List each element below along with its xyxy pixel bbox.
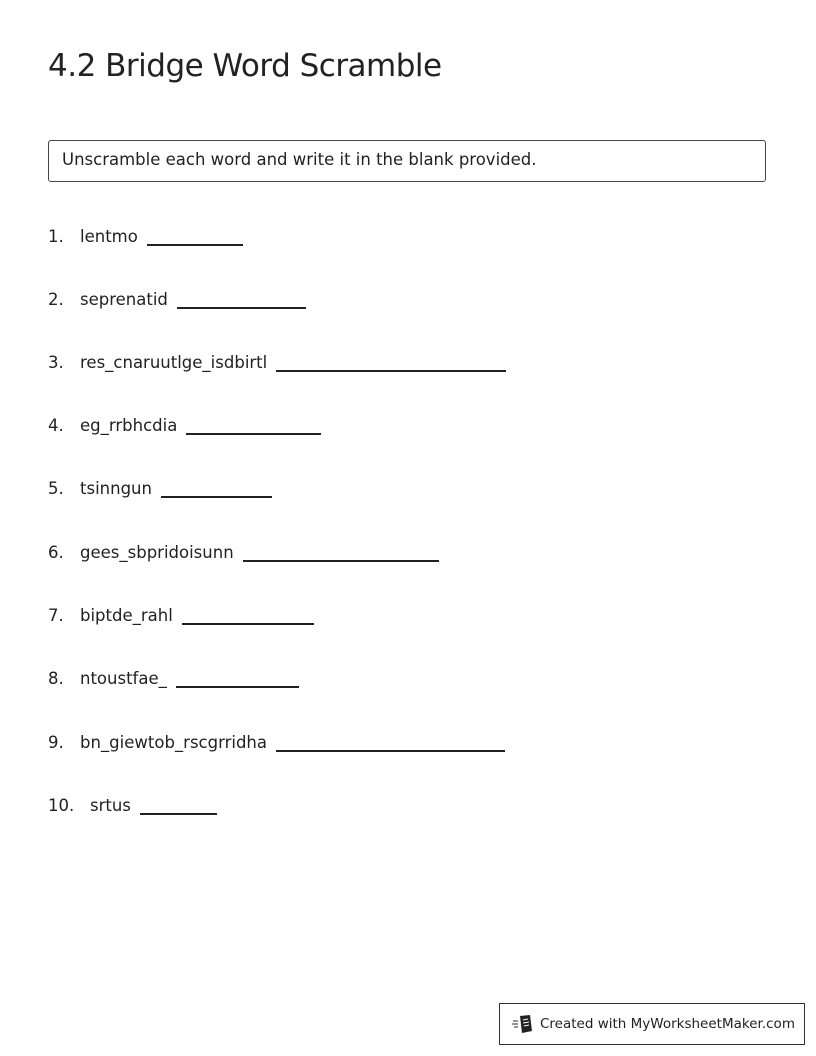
item-number: 1. xyxy=(48,227,64,246)
page-title: 4.2 Bridge Word Scramble xyxy=(48,48,442,84)
scrambled-word: biptde_rahl xyxy=(80,606,173,625)
list-item xyxy=(48,791,217,815)
list-item xyxy=(48,474,272,498)
scrambled-word: res_cnaruutlge_isdbirtl xyxy=(80,353,268,372)
list-item xyxy=(48,348,506,372)
item-number: 8. xyxy=(48,669,64,688)
scrambled-word: tsinngun xyxy=(80,479,152,498)
item-number: 5. xyxy=(48,479,64,498)
item-number: 9. xyxy=(48,733,64,752)
answer-blank[interactable] xyxy=(147,226,243,246)
scrambled-word: srtus xyxy=(90,796,131,815)
answer-blank[interactable] xyxy=(177,289,306,309)
item-number: 6. xyxy=(48,543,64,562)
list-item xyxy=(48,222,243,246)
answer-blank[interactable] xyxy=(161,478,272,498)
answer-blank[interactable] xyxy=(276,732,505,752)
item-number: 4. xyxy=(48,416,64,435)
item-number: 7. xyxy=(48,606,64,625)
item-number: 10. xyxy=(48,796,75,815)
scrambled-word: eg_rrbhcdia xyxy=(80,416,178,435)
list-item xyxy=(48,601,314,625)
answer-blank[interactable] xyxy=(176,668,299,688)
item-number: 2. xyxy=(48,290,64,309)
item-number: 3. xyxy=(48,353,64,372)
scrambled-word: seprenatid xyxy=(80,290,168,309)
list-item xyxy=(48,664,299,688)
worksheet-logo-icon xyxy=(512,1014,534,1034)
scrambled-word: lentmo xyxy=(80,227,138,246)
answer-blank[interactable] xyxy=(243,542,439,562)
list-item xyxy=(48,728,505,752)
list-item xyxy=(48,538,439,562)
answer-blank[interactable] xyxy=(186,415,321,435)
list-item xyxy=(48,285,306,309)
footer-badge[interactable] xyxy=(499,1003,805,1045)
footer-text: Created with MyWorksheetMaker.com xyxy=(540,1016,795,1032)
answer-blank[interactable] xyxy=(140,795,217,815)
scrambled-word: ntoustfae_ xyxy=(80,669,167,688)
answer-blank[interactable] xyxy=(182,605,314,625)
instructions-box: Unscramble each word and write it in the blank provided. xyxy=(48,140,766,182)
list-item xyxy=(48,411,321,435)
scrambled-word: gees_sbpridoisunn xyxy=(80,543,234,562)
scrambled-word: bn_giewtob_rscgrridha xyxy=(80,733,268,752)
answer-blank[interactable] xyxy=(276,352,506,372)
